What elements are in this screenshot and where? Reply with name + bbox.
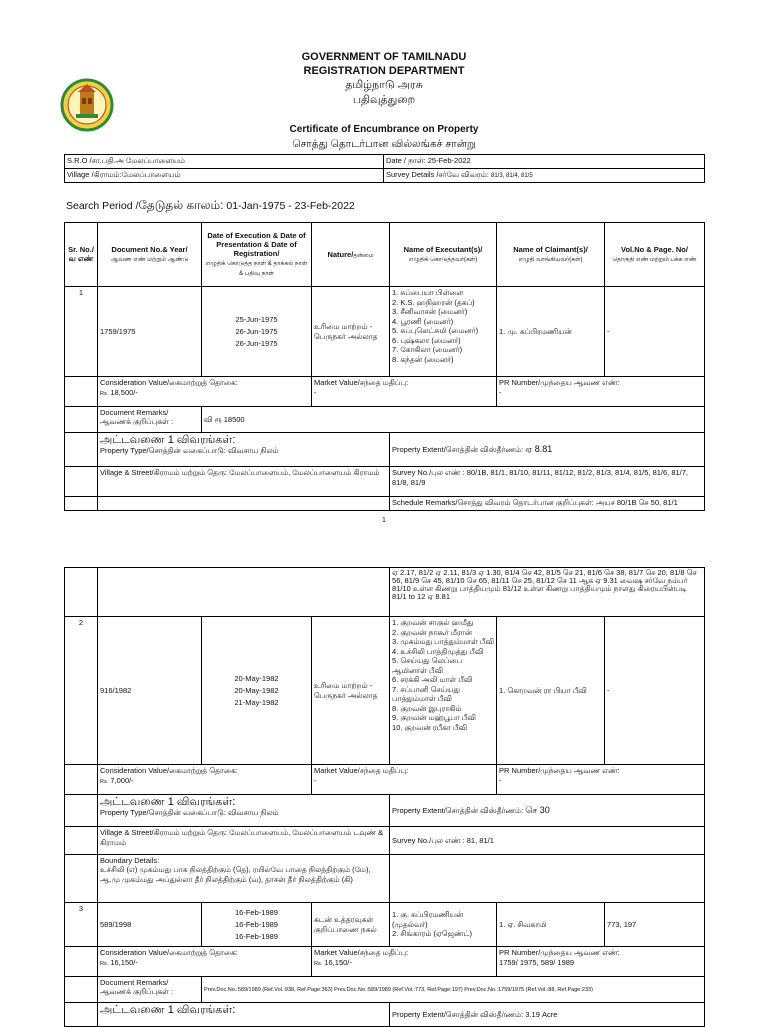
village-cell: Village /கிராமம்:மேலப்பாளையம் — [65, 169, 384, 183]
col-nature: Nature/தன்மை — [312, 223, 390, 287]
table-row — [65, 903, 705, 947]
col-claimants: Name of Claimant(s)/ எழுதி வாங்கியவர்(கள்) — [497, 223, 605, 287]
entry-executants: 1. கு. சுப்பிரமணியன் (முதல்வர்) 2. சிங்காரம் (ஏஜெண்ட்) — [390, 903, 497, 947]
survey-details-cell: Survey Details /சர்வே விவரம்: 81/3, 81/4, 81/5 — [384, 169, 705, 183]
consideration-cell: Consideration Value/கைமாற்றுத் தொகை: Rs. 18,500/- — [98, 377, 312, 407]
extent-cell: Property Extent/சொத்தின் விஸ்தீர்ணம்: செ 30 — [390, 795, 705, 827]
entry-sr: 3 — [65, 903, 98, 947]
encumbrance-table — [64, 222, 705, 511]
gov-title: GOVERNMENT OF TAMILNADU — [301, 51, 467, 63]
page-number: 1 — [382, 517, 386, 524]
remarks-value: வி ரூ 18500 — [202, 407, 705, 433]
remarks-value: Prev.Doc.No.:589/1989 (Ref.Vol.:938, Ref.Page:363) Prev.Doc.No.:589/1989 (Ref.Vol.:773, Ref.Page:197) Prev.Doc.No.:1759/1975 (Ref.Vol.:88, Ref.Page:233) — [202, 977, 705, 1003]
gov-title-tamil: தமிழ்நாடு அரசு — [345, 79, 423, 91]
col-executants: Name of Executant(s)/ எழுதிக் கொடுத்தவர்(கள்) — [390, 223, 497, 287]
schedule-cell: அட்டவணை 1 விவரங்கள்: Property Type/சொத்தின் வகைப்பாடு: விவசாய நிலம் — [98, 795, 390, 827]
village-street-cell: Village & Street/கிராமம் மற்றும் தெரு: மேலப்பாளையம், மேலப்பாளையம் டவுண் & கிராமம் — [98, 827, 390, 855]
entry-nature: உரிமை மாற்றம் - பெருநகர் அல்லாத — [312, 287, 390, 377]
market-cell: Market Value/சந்தை மதிப்பு: Rs. 16,150/- — [312, 947, 497, 977]
extent-cell: Property Extent/சொத்தின் விஸ்தீர்ணம்: ஏ 8.81 — [390, 433, 705, 467]
schedule-remarks-cell: Schedule Remarks/சொத்து விவரம் தொடர்பான குறிப்புகள்: அயச 80/1B செ 50, 81/1 — [390, 497, 705, 511]
certificate-title-tamil: சொத்து தொடர்பான வில்லங்கச் சான்று — [292, 138, 476, 150]
table-row — [65, 617, 705, 765]
pr-cell: PR Number/முந்தைய ஆவண எண்: 1759/ 1975, 589/ 1989 — [497, 947, 705, 977]
pr-cell: PR Number/முந்தைய ஆவண எண்: - — [497, 765, 705, 795]
entry-nature: கடன் உத்தரவுகள் குறிப்பாணை நகல் — [312, 903, 390, 947]
remarks-label: Document Remarks/ ஆவணக் குறிப்புகள் : — [98, 977, 202, 1003]
village-street-cell: Village & Street/கிராமம் மற்றும் தெரு: மேலப்பாளையம், மேலப்பாளையம் கிராமம் — [98, 467, 390, 497]
entry-vol: - — [605, 617, 705, 765]
entry-doc: 1759/1975 — [98, 287, 202, 377]
col-dates: Date of Execution & Date of Presentation & Date of Registration/ எழுதிக் கொடுத்த நாள் & தாக்கல் நாள் & பதிவு நாள் — [202, 223, 312, 287]
survey-no-cell: Survey No./புல எண் : 80/1B, 81/1, 81/10, 81/11, 81/12, 81/2, 81/3, 81/4, 81/5, 81/6, 81/7, 81/8, 81/9 — [390, 467, 705, 497]
schedule-cell: அட்டவணை 1 விவரங்கள்: Property Type/சொத்தின் வகைப்பாடு: விவசாய நிலம் — [98, 433, 390, 467]
dept-title-tamil: பதிவுத்துறை — [352, 94, 416, 106]
entry-dates: 20-May-1982 20-May-1982 21-May-1982 — [202, 617, 312, 765]
entry-doc: 589/1998 — [98, 903, 202, 947]
date-cell: Date / நாள்: 25-Feb-2022 — [384, 155, 705, 169]
entry-executants: 1. சுப்பையா பிள்ளை 2. K.S. ஹநிஹரன் (தகப்) 3. சீனிவாசன் (மைனர்) 4. பூரணி (மைனர்) 5. சுப்புலெட்சுமி (மைனர்) 6. புஷ்கலா (மைனர்) 7. கோகிலா (மைனர்) 8. கந்தன் (மைனர்) — [390, 287, 497, 377]
entry-vol: - — [605, 287, 705, 377]
col-document: Document No.& Year/ ஆவண எண் மற்றும் ஆண்டு — [98, 223, 202, 287]
schedule-cell: அட்டவணை 1 விவரங்கள்: — [98, 1003, 390, 1027]
table-row — [65, 287, 705, 377]
col-volume: Vol.No & Page. No/ தொகுதி எண் மற்றும் பக்க எண் — [605, 223, 705, 287]
schedule-remarks-continued: ஏ 2.17, 81/2 ஏ 2.11, 81/3 ஏ 1.30, 81/4 செ 42, 81/5 செ 21, 81/6 செ 38, 81/7 செ 20, 81/8 செ 56, 81/9 செ 45, 81/10 செ 65, 81/11 செ 25, 81/12 செ 11 ஆக ஏ 9.31 வைஷ சர்வே நம்பர் 81/10 உள்ள கிணறு பாத்தியமும் 81/12 உள்ள கிணறு பாத்தியமும் நாளது கிரையபின்படி 81/1 to 12 ஏ 8.81 — [390, 568, 705, 617]
entry-claimants: 1. கொறவன் ரா பியா பீவி — [497, 617, 605, 765]
consideration-cell: Consideration Value/கைமாற்றுத் தொகை: Rs. 16,150/- — [98, 947, 312, 977]
extent-cell: Property Extent/சொத்தின் விஸ்தீர்ணம்: 3.19 Acre — [390, 1003, 705, 1027]
survey-no-cell: Survey No./புல எண் : 81, 81/1 — [390, 827, 705, 855]
entry-vol: 773, 197 — [605, 903, 705, 947]
dept-title: REGISTRATION DEPARTMENT — [303, 65, 465, 77]
search-period: Search Period /தேடுதல் காலம்: 01-Jan-1975 - 23-Feb-2022 — [66, 198, 355, 212]
entry-nature: உரிமை மாற்றம் - பெருநகர் அல்லாத — [312, 617, 390, 765]
encumbrance-table-continued — [64, 567, 705, 1027]
market-cell: Market Value/சந்தை மதிப்பு: - — [312, 377, 497, 407]
sro-cell: S.R.O /சா.பதி.அ மேலப்பாளையம் — [65, 155, 384, 169]
entry-sr: 1 — [65, 287, 98, 377]
boundary-cell: Boundary Details: உச்சிலி (எ) முகம்மது பாக நிலத்திற்கும் (தெ), ரயில்வே பாதை நிலத்திற்கும் (மே), ஆ.மு முகம்மது அப்துல்லா தீர் நிலத்திற்கும் (வ), தாசன் தீர் நிலத்திற்கும் (கி) — [98, 855, 390, 903]
document-header — [0, 50, 768, 108]
info-table — [64, 154, 705, 183]
market-cell: Market Value/சந்தை மதிப்பு: - — [312, 765, 497, 795]
entry-doc: 916/1982 — [98, 617, 202, 765]
entry-sr: 2 — [65, 617, 98, 765]
pr-cell: PR Number/முந்தைய ஆவண எண்: - — [497, 377, 705, 407]
certificate-title: Certificate of Encumbrance on Property — [289, 124, 479, 135]
entry-claimants: 1. ஏ. சிவகாமி — [497, 903, 605, 947]
entry-dates: 16-Feb-1989 16-Feb-1989 16-Feb-1989 — [202, 903, 312, 947]
entry-executants: 1. குறவன் சாகுல் ஹமீது 2. குறவன் நாகூர் மீரான் 3. முகம்மது பாத்தும்மாள் பீவி 4. உச்சிலி பாத்திமுத்து பீவி 5. செய்யது லெப்பை ஆமினாள் பீவி 6. சரக்கி அலி மாள் பீவி 7. சப்பானி செய்யது பாத்தும்மாள் பீவி 8. குறவன் இபுராகிம் 9. குறவன் மஹ்பூபா பீவி 10. குறவன் ரபீகா பீவி — [390, 617, 497, 765]
entry-dates: 25-Jun-1975 26-Jun-1975 26-Jun-1975 — [202, 287, 312, 377]
entry-claimants: 1. மு. சுப்பிரமணியன் — [497, 287, 605, 377]
remarks-label: Document Remarks/ ஆவணக் குறிப்புகள் : — [98, 407, 202, 433]
column-header-row — [65, 223, 705, 287]
col-sr: Sr. No./வ எண் — [65, 223, 98, 287]
consideration-cell: Consideration Value/கைமாற்றுத் தொகை: Rs. 7,000/- — [98, 765, 312, 795]
